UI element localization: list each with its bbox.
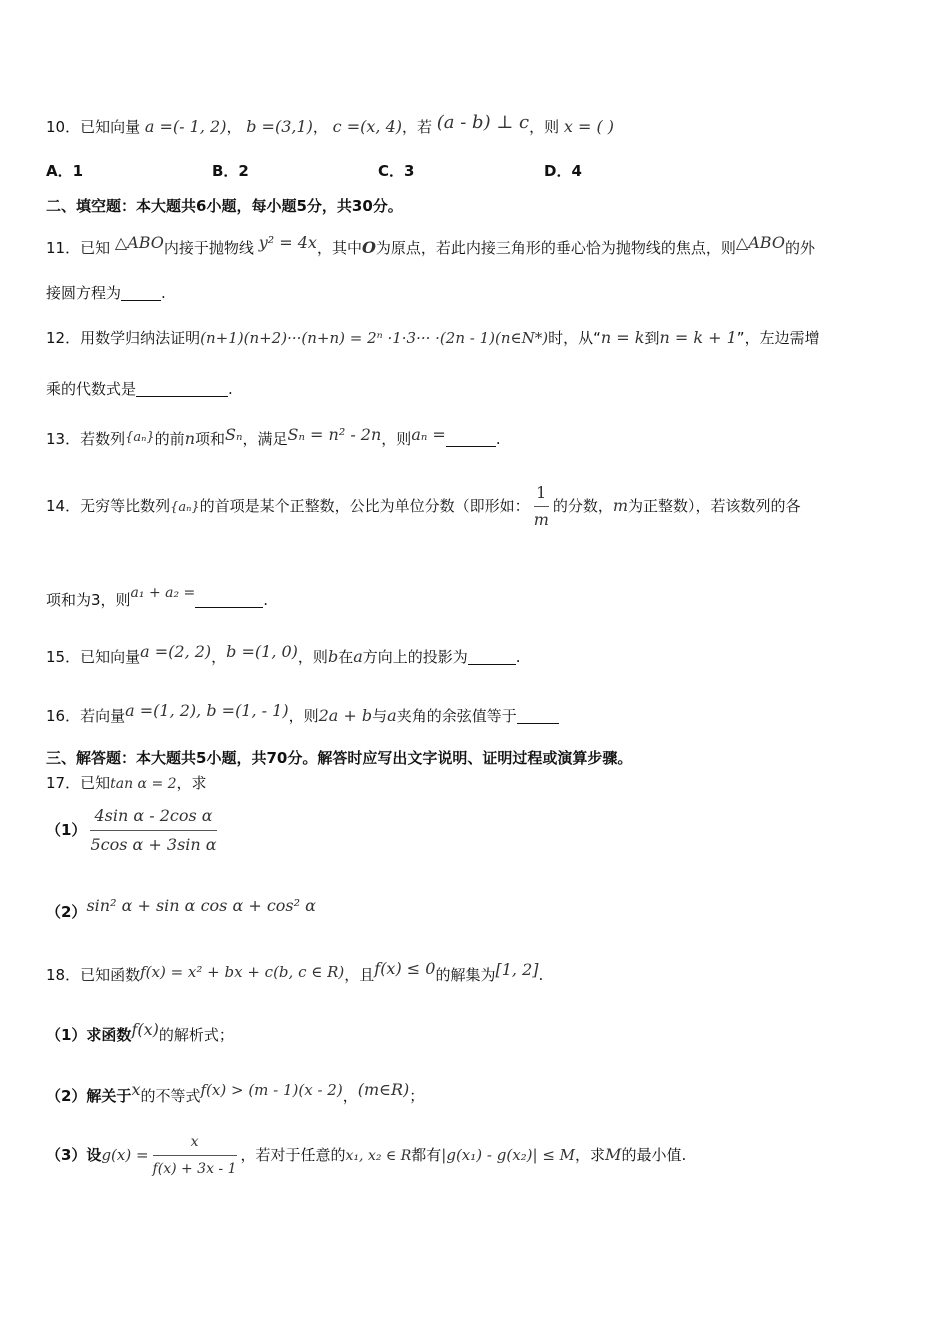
q12-text-4: ”，左边需增 (736, 329, 820, 347)
q18-part-3-text-4: ，求 (575, 1146, 606, 1164)
q11-text-4: 为原点，若此内接三角形的垂心恰为抛物线的焦点，则 (375, 239, 736, 257)
q13-text-1: 若数列 (80, 430, 126, 448)
q12-answer-blank (136, 380, 228, 397)
q13-text-4: ，满足 (242, 430, 288, 448)
q18-x1-x2: x₁, x₂ ∈ R (345, 1148, 412, 1164)
q14-a1-plus-a2: a₁ + a₂ = (130, 585, 196, 601)
q18-m-in-r: (m∈R) (357, 1080, 410, 1099)
q15-a: a (353, 647, 363, 666)
q12-end: . (228, 380, 233, 398)
q18-part-2-sep: ， (342, 1087, 358, 1105)
q14-number: 14． (46, 497, 81, 515)
q14-text-5: 项和为3，则 (46, 591, 131, 609)
q18-function: f(x) = x² + bx + c(b, c ∈ R) (140, 963, 345, 981)
q15-vector-b: b =(1, 0) (226, 642, 298, 661)
q18-abs-inequality: |g(x₁) - g(x₂)| ≤ M (441, 1146, 576, 1164)
section-2-heading: 二、填空题：本大题共6小题，每小题5分，共30分。 (46, 197, 403, 215)
q13-n: n (184, 429, 195, 448)
q11-origin: O (361, 238, 376, 257)
q12-line-2 (46, 376, 910, 402)
q18-g-denominator: f(x) + 3x - 1 (152, 1161, 237, 1177)
question-13 (46, 422, 910, 452)
q16-vectors: a =(1, 2), b =(1, - 1) (125, 701, 289, 720)
q14-text-4: 为正整数），若该数列的各 (628, 497, 801, 515)
q11-line-2 (46, 280, 910, 306)
question-14 (46, 470, 910, 542)
q14-line-2 (46, 580, 910, 613)
q16-answer-blank (517, 707, 559, 724)
q18-part-1-text: （1）求函数 (46, 1026, 132, 1044)
q14-text-3: 的分数， (552, 497, 613, 515)
q14-text-1: 无穷等比数列 (80, 497, 171, 515)
q12-number: 12． (46, 329, 81, 347)
q17-fraction-denominator: 5cos α + 3sin α (90, 835, 217, 854)
q18-part-2-end: ； (409, 1087, 425, 1105)
q12-text-1: 用数学归纳法证明 (80, 329, 201, 347)
q18-number: 18． (46, 966, 81, 984)
q12-text-3: 到 (644, 329, 660, 347)
q16-number: 16． (46, 707, 81, 725)
q10-vector-c: c =(x, 4) (332, 117, 402, 136)
q12-identity: (n+1)(n+2)···(n+n) = 2ⁿ ·1·3··· ·(2n - 1)(n∈N*) (200, 329, 549, 347)
q18-part-3-end: 的最小值. (621, 1146, 687, 1164)
q16-a: a (387, 706, 397, 725)
q14-unit-fraction (534, 482, 549, 531)
q15-text-3: 在 (338, 648, 354, 666)
q17-part-1 (46, 800, 910, 860)
q18-part-2-x: x (131, 1080, 141, 1099)
q18-text-2: ，且 (344, 966, 375, 984)
question-12 (46, 325, 910, 351)
q18-part-1-end: 的解析式； (158, 1026, 234, 1044)
q13-sequence: {aₙ} (125, 430, 155, 445)
q18-text-1: 已知函数 (80, 966, 141, 984)
q15-answer-blank (468, 648, 516, 665)
q18-part-3-text: （3）设 (46, 1146, 102, 1164)
question-15: 15．已知向量a =(2, 2)，b =(1, 0)，则b在a方向上的投影为 . (46, 642, 521, 666)
q13-text-5: ，则 (381, 430, 412, 448)
q17-number: 17． (46, 774, 81, 792)
q16-text-4: 夹角的余弦值等于 (396, 707, 517, 725)
q13-text-2: 的前 (154, 430, 185, 448)
q12-n-equals-k-plus-1: n = k + 1 (659, 328, 737, 347)
q10-text-3: ，则 (529, 118, 560, 136)
q15-b: b (327, 647, 339, 666)
q18-part-1 (46, 1017, 910, 1048)
q17-tan-alpha: tan α = 2 (110, 776, 177, 792)
option-a: A．1 (46, 162, 84, 180)
question-16 (46, 698, 910, 729)
q14-fraction-denominator: m (533, 510, 549, 529)
q18-g-numerator: x (153, 1131, 237, 1156)
q10-options (46, 158, 910, 184)
q11-triangle: △ABO (114, 233, 164, 252)
q10-number: 10． (46, 118, 81, 136)
q18-part-2-text-2: 的不等式 (140, 1087, 201, 1105)
q17-part-2-label: （2） (46, 903, 87, 921)
q14-answer-blank (195, 591, 263, 608)
q11-number: 11． (46, 239, 81, 257)
q11-text-1: 已知 (80, 239, 111, 257)
q17-expression: sin² α + sin α cos α + cos² α (86, 896, 316, 915)
q15-end: . (515, 648, 521, 666)
q18-part-3 (46, 1125, 910, 1185)
q14-text-2: 的首项是某个正整数，公比为单位分数（即形如： (199, 497, 530, 515)
q10-text-2: ，若 (401, 118, 432, 136)
q14-sequence: {aₙ} (170, 500, 200, 515)
q18-inequality: f(x) > (m - 1)(x - 2) (200, 1081, 343, 1099)
q13-sum-formula: Sₙ = n² - 2n (287, 425, 382, 444)
option-b: B．2 (212, 162, 249, 180)
q11-text-2: 内接于抛物线 (163, 239, 254, 257)
q13-an: aₙ = (411, 425, 446, 444)
q18-part-1-fx: f(x) (131, 1020, 159, 1039)
q14-fraction-numerator: 1 (534, 482, 549, 507)
q11-text-3: ，其中 (316, 239, 362, 257)
q15-text-4: 方向上的投影为 (362, 648, 468, 666)
q13-text-3: 项和 (195, 430, 226, 448)
q14-m: m (612, 496, 629, 515)
q18-g-fraction (153, 1131, 237, 1180)
section-3-heading: 三、解答题：本大题共5小题，共70分。解答时应写出文字说明、证明过程或演算步骤。 (46, 749, 633, 767)
q10-vector-b: b =(3,1) (246, 117, 313, 136)
q11-end: . (161, 284, 166, 302)
q18-part-2 (46, 1077, 910, 1109)
q17-fraction-numerator: 4sin α - 2cos α (90, 804, 216, 831)
question-18 (46, 956, 910, 988)
q18-part-3-text-2: ，若对于任意的 (240, 1146, 346, 1164)
q10-condition: (a - b) ⊥ c (436, 112, 530, 133)
question-11 (46, 230, 910, 261)
q13-end: . (495, 430, 501, 448)
q18-text-3: 的解集为 (435, 966, 496, 984)
q11-answer-blank (121, 284, 161, 301)
q11-triangle-2: △ABO (735, 233, 785, 252)
q17-part-2 (46, 893, 910, 925)
q17-part-1-label: （1） (46, 821, 87, 839)
q13-number: 13． (46, 430, 81, 448)
q12-n-equals-k: n = k (600, 328, 645, 347)
q16-text-2: ，则 (288, 707, 319, 725)
q10-vector-a: a =(- 1, 2) (144, 117, 227, 136)
q18-end: . (538, 966, 544, 984)
q15-vector-a: a =(2, 2) (140, 642, 212, 661)
q11-text-5: 的外 (784, 239, 815, 257)
q16-text-1: 若向量 (80, 707, 126, 725)
q12-text-2: 时，从“ (548, 329, 601, 347)
q18-part-2-text: （2）解关于 (46, 1087, 132, 1105)
q16-text-3: 与 (372, 707, 388, 725)
q14-end: . (263, 591, 269, 609)
q15-number: 15． (46, 648, 81, 666)
q18-M: M (605, 1145, 622, 1164)
q17-text-2: ，求 (176, 774, 207, 792)
q18-g-x: g(x) = (101, 1146, 149, 1164)
question-17 (46, 770, 910, 797)
q11-parabola: y² = 4x (258, 233, 317, 252)
q10-answer-paren: x = ( ) (563, 117, 615, 136)
option-d: D．4 (544, 162, 582, 180)
q18-condition: f(x) ≤ 0 (374, 959, 436, 978)
q18-interval: [1, 2] (495, 960, 539, 979)
q17-fraction (90, 804, 216, 857)
q11-text-6: 接圆方程为 (46, 284, 122, 302)
q13-sum: Sₙ (225, 425, 243, 444)
q18-part-3-text-3: 都有 (411, 1146, 442, 1164)
q16-2a-plus-b: 2a + b (318, 706, 373, 725)
q15-text-1: 已知向量 (80, 648, 141, 666)
question-10: 10．已知向量 a =(- 1, 2)， b =(3,1)， c =(x, 4)，若 (a - b) ⊥ c，则 x = ( ) (46, 112, 615, 136)
q10-text-1: 已知向量 (80, 118, 141, 136)
q13-answer-blank (446, 430, 496, 447)
option-c: C．3 (378, 162, 415, 180)
q17-text-1: 已知 (80, 774, 111, 792)
q12-text-5: 乘的代数式是 (46, 380, 137, 398)
q15-text-2: ，则 (297, 648, 328, 666)
